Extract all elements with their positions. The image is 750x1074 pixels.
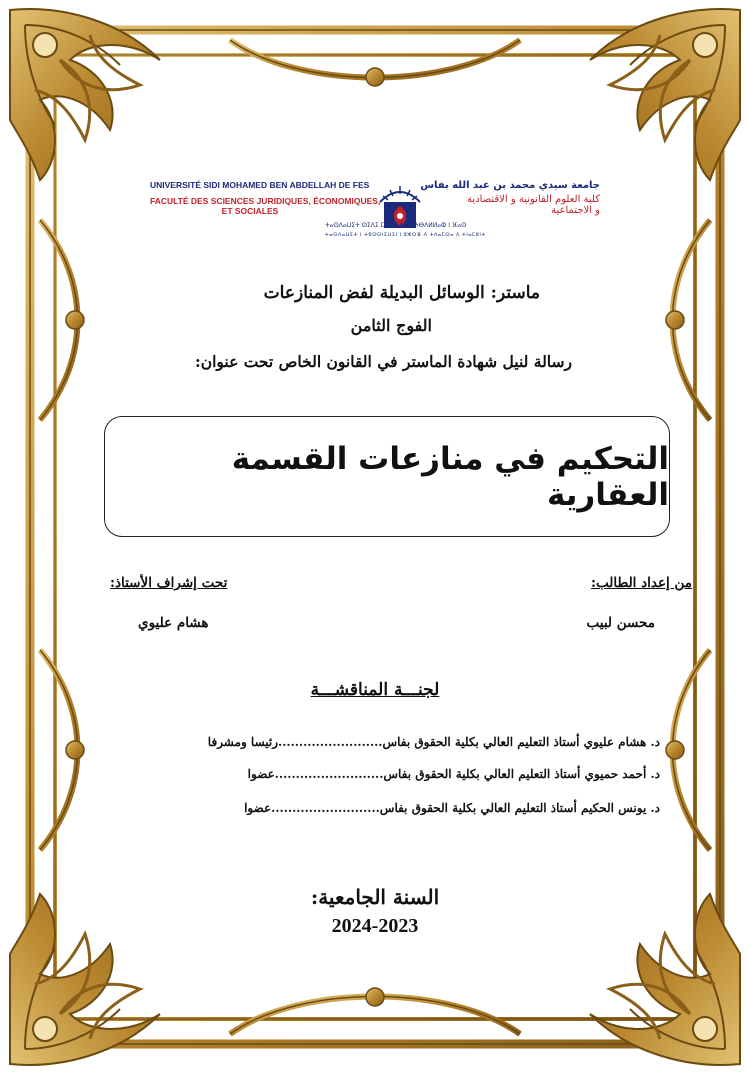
- thesis-title-box: [104, 416, 670, 537]
- academic-year: 2024-2023: [331, 915, 419, 937]
- committee-title: لجنـــة المناقشـــة: [310, 680, 440, 700]
- committee-member: د. هشام عليوي أستاذ التعليم العالي بكلية الحقوق بفاس.........................رئيسا ومشرفا: [207, 735, 660, 749]
- logo-tifinagh-line2: ⵜⴰⵙⴷⴰⵡⵉⵜ ⵏ ⵜⵓⵙⵙⵏⵉⵡⵉⵏ ⵏ ⵓⵣⵔⴼ ⴷ ⵜⴷⴰⵎⵙⴰ ⴷ ⵜⵏⴰⵎⵓⵏⵜ: [325, 232, 486, 238]
- prepared-by-label: من إعداد الطالب:: [591, 575, 692, 591]
- logo-faculty-ar-line2: و الاجتماعية: [551, 205, 600, 216]
- thesis-title: التحكيم في منازعات القسمة العقارية: [231, 440, 669, 513]
- cohort: الفوج الثامن: [350, 316, 432, 335]
- logo-university-ar: جامعة سيدي محمد بن عبد الله بفاس: [420, 180, 600, 191]
- logo-university-fr: UNIVERSITÉ SIDI MOHAMED BEN ABDELLAH DE FES: [150, 180, 370, 190]
- logo-arabic-text: [420, 180, 600, 216]
- logo-faculty-fr-line2: ET SOCIALES: [221, 206, 279, 216]
- logo-faculty-fr-line1: FACULTÉ DES SCIENCES JURIDIQUES, ÉCONOMIQUES,: [150, 196, 381, 206]
- supervised-by-label: تحت إشراف الأستاذ:: [110, 575, 228, 591]
- committee-member: د. أحمد حميوي أستاذ التعليم العالي بكلية الحقوق بفاس..........................عضوا: [247, 767, 660, 781]
- student-name: محسن لبيب: [586, 615, 655, 631]
- logo-faculty-ar-line1: كلية العلوم القانونية و الاقتصادية: [467, 194, 600, 205]
- supervisor-name: هشام عليوي: [138, 615, 209, 631]
- logo-tifinagh-line1: ⵜⴰⵙⴷⴰⵡⵉⵜ ⵙⵉⴷⵉ ⵎⵓⵃⵎⵎⴷ ⴱⵏ ⵄⴱⴷⵍⵍⴰⵀ ⵏ ⴼⴰⵙ: [325, 222, 467, 229]
- thesis-statement: رسالة لنيل شهادة الماستر في القانون الخاص تحت عنوان:: [194, 352, 572, 371]
- academic-year-label: السنة الجامعية:: [310, 885, 440, 909]
- master-program: ماستر: الوسائل البديلة لفض المنازعات: [263, 283, 540, 303]
- university-logo: [150, 180, 600, 260]
- committee-member: د. يونس الحكيم أستاذ التعليم العالي بكلية الحقوق بفاس..........................عضوا: [244, 801, 660, 815]
- logo-french-text: [150, 180, 381, 216]
